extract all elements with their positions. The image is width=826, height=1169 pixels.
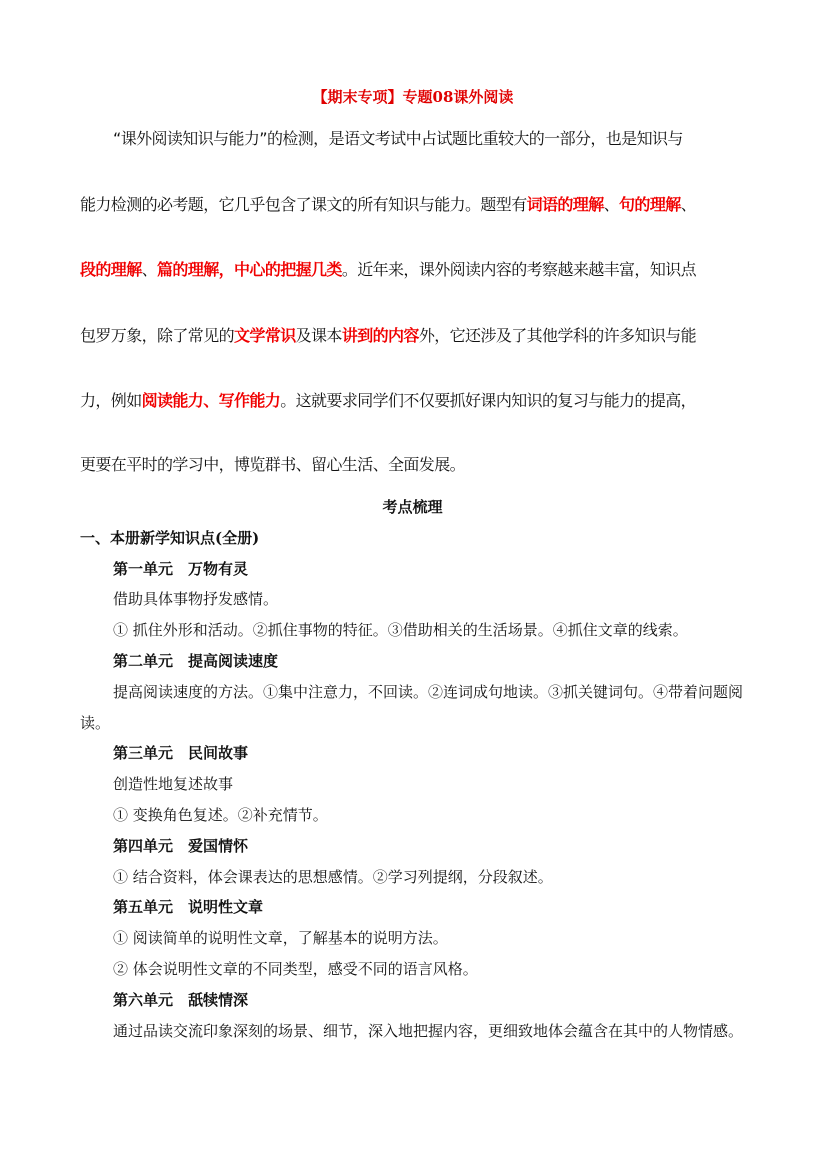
highlight: 阅读能力、写作能力 [141, 391, 281, 410]
unit-title: 第五单元 说明性文章 [113, 898, 264, 917]
text: 及课本 [295, 326, 342, 345]
unit-text: 通过品读交流印象深刻的场景、细节，深入地把握内容，更细致地体会蕴含在其中的人物情感。 [113, 1021, 744, 1040]
document-title: 【期末专项】专题08课外阅读 [312, 88, 514, 106]
unit-title: 第三单元 民间故事 [113, 744, 249, 763]
unit-text: 提高阅读速度的方法。①集中注意力，不回读。②连词成句地读。③抓关键词句。④带着问题阅读。 [80, 682, 744, 732]
part-heading: 一、本册新学知识点(全册) [80, 528, 260, 547]
text: 能力检测的必考题，它几乎包含了课文的所有知识与能力。题型有 [80, 195, 527, 214]
highlight: 篇的理解，中心的把握几类 [157, 260, 342, 279]
intro-line [80, 258, 750, 282]
text: 力，例如 [80, 391, 142, 410]
text: 、 [141, 260, 158, 279]
highlight: 句的理解 [619, 195, 681, 214]
unit-title: 第一单元 万物有灵 [113, 559, 249, 578]
highlight: 讲到的内容 [341, 326, 419, 345]
unit-text: ② 体会说明性文章的不同类型，感受不同的语言风格。 [113, 959, 478, 978]
intro-line: “课外阅读知识与能力”的检测，是语文考试中占试题比重较大的一部分，也是知识与 [113, 129, 683, 148]
unit-text: 借助具体事物抒发感情。 [113, 590, 279, 609]
highlight: 文学常识 [234, 326, 296, 345]
text: 、 [603, 195, 620, 214]
text: 外，它还涉及了其他学科的许多知识与能 [418, 326, 697, 345]
text: 包罗万象，除了常见的 [80, 326, 235, 345]
unit-title: 第六单元 舐犊情深 [113, 990, 249, 1009]
highlight: 词语的理解 [526, 195, 604, 214]
highlight: 段的理解 [80, 260, 142, 279]
unit-title: 第二单元 提高阅读速度 [113, 651, 279, 670]
unit-text: ① 变换角色复述。②补充情节。 [113, 805, 328, 824]
unit-text: 创造性地复述故事 [113, 775, 234, 794]
intro-line [80, 389, 750, 413]
intro-line: 更要在平时的学习中，博览群书、留心生活、全面发展。 [80, 455, 466, 474]
text: 、 [680, 195, 697, 214]
unit-text: ① 阅读简单的说明性文章，了解基本的说明方法。 [113, 929, 448, 948]
intro-line [80, 324, 750, 348]
intro-line [80, 193, 750, 217]
unit-text: ① 抓住外形和活动。②抓住事物的特征。③借助相关的生活场景。④抓住文章的线索。 [113, 621, 688, 640]
unit-title: 第四单元 爱国情怀 [113, 836, 249, 855]
unit-text: ① 结合资料，体会课表达的思想感情。②学习列提纲，分段叙述。 [113, 867, 553, 886]
section-title: 考点梳理 [382, 498, 443, 516]
knowledge-section [80, 492, 745, 1046]
text: 。这就要求同学们不仅要抓好课内知识的复习与能力的提高， [280, 391, 697, 410]
text: 。近年来，课外阅读内容的考察越来越丰富，知识点 [341, 260, 697, 279]
